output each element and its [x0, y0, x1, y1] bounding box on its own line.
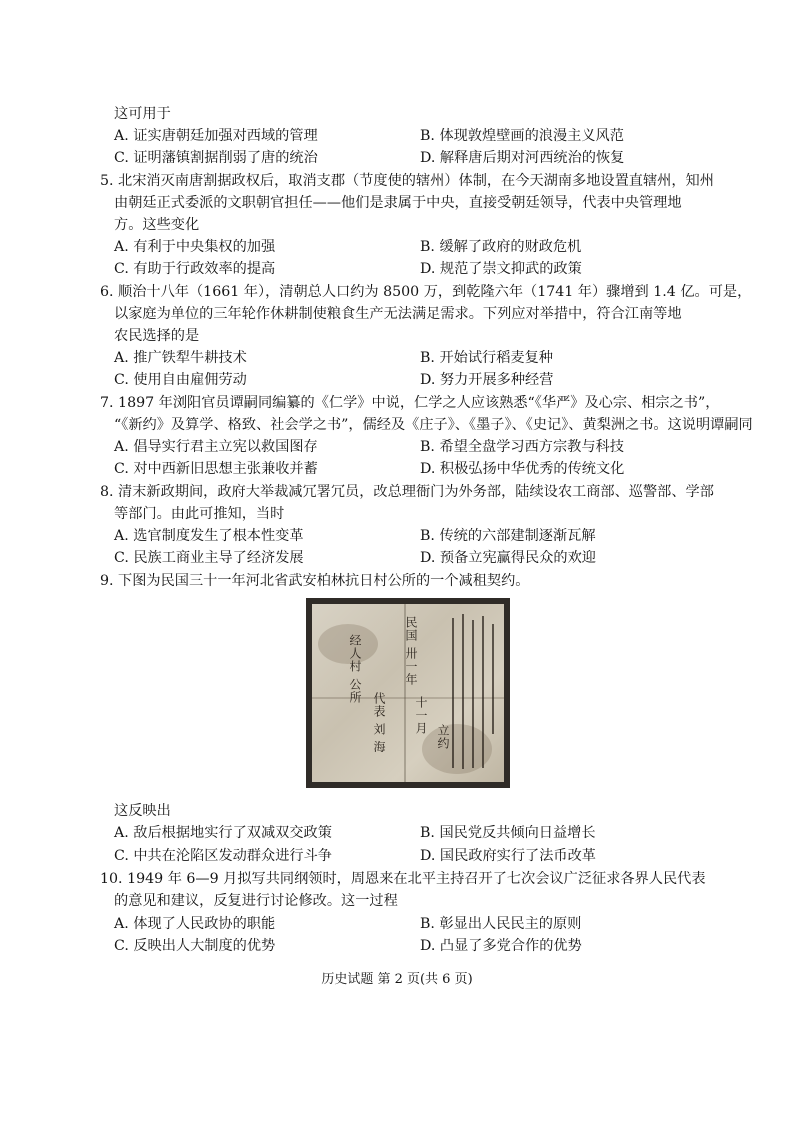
- q10-option-a: A. 体现了人民政协的职能: [114, 916, 276, 932]
- q6-option-c: C. 使用自由雇佣劳动: [114, 372, 247, 388]
- q6-stem-line-1: 6. 顺治十八年（1661 年），清朝总人口约为 8500 万，到乾隆六年（1741 年）骤增到 1.4 亿。可是，: [100, 284, 752, 300]
- paper-fold-horizontal: [312, 697, 504, 699]
- q4-option-a: A. 证实唐朝廷加强对西域的管理: [114, 128, 318, 144]
- q8-stem-line-2: 等部门。由此可推知，当时: [114, 506, 285, 522]
- q8-stem-line-1: 8. 清末新政期间，政府大举裁减冗署冗员，改总理衙门为外务部，陆续设农工商部、巡警部、学部: [100, 484, 714, 500]
- q7-option-b: B. 希望全盘学习西方宗教与科技: [420, 439, 624, 455]
- q7-option-d: D. 积极弘扬中华优秀的传统文化: [420, 461, 625, 477]
- contract-text-representative: 代表 刘 海: [372, 692, 386, 754]
- q5-option-a: A. 有利于中央集权的加强: [114, 239, 276, 255]
- q4-option-c: C. 证明藩镇割据削弱了唐的统治: [114, 150, 318, 166]
- q6-stem-line-3: 农民选择的是: [114, 328, 200, 344]
- q10-stem-line-2: 的意见和建议，反复进行讨论修改。这一过程: [114, 893, 398, 909]
- q9-option-d: D. 国民政府实行了法币改革: [420, 848, 596, 864]
- q8-option-c: C. 民族工商业主导了经济发展: [114, 550, 304, 566]
- q8-option-a: A. 选官制度发生了根本性变革: [114, 528, 304, 544]
- contract-text-sign: 立约: [436, 724, 450, 750]
- q6-stem-line-2: 以家庭为单位的三年轮作休耕制使粮食生产无法满足需求。下列应对举措中，符合江南等地: [114, 306, 682, 322]
- rent-reduction-contract-photo: [306, 598, 510, 788]
- q5-option-d: D. 规范了崇文抑武的政策: [420, 261, 582, 277]
- handwritten-column: [472, 620, 474, 768]
- q7-option-c: C. 对中西新旧思想主张兼收并蓄: [114, 461, 318, 477]
- q5-stem-line-3: 方。这些变化: [114, 217, 200, 233]
- contract-text-village-office: 经人村 公所: [348, 634, 362, 704]
- q9-option-c: C. 中共在沦陷区发动群众进行斗争: [114, 848, 332, 864]
- q5-option-c: C. 有助于行政效率的提高: [114, 261, 276, 277]
- page-footer: 历史试题 第 2 页(共 6 页): [321, 972, 473, 987]
- q5-stem-line-1: 5. 北宋消灭南唐割据政权后，取消支郡（节度使的辖州）体制，在今天湖南多地设置直辖州，知州: [100, 173, 714, 189]
- q10-option-c: C. 反映出人大制度的优势: [114, 938, 276, 954]
- q10-option-b: B. 彰显出人民民主的原则: [420, 916, 582, 932]
- q9-stem: 9. 下图为民国三十一年河北省武安柏林抗日村公所的一个减租契约。: [100, 573, 530, 589]
- q9-option-b: B. 国民党反共倾向日益增长: [420, 825, 596, 841]
- q6-option-d: D. 努力开展多种经营: [420, 372, 554, 388]
- q4-stem-end: 这可用于: [114, 106, 171, 122]
- handwritten-column: [492, 624, 494, 734]
- q4-option-b: B. 体现敦煌壁画的浪漫主义风范: [420, 128, 624, 144]
- q6-option-b: B. 开始试行稻麦复种: [420, 350, 553, 366]
- q7-option-a: A. 倡导实行君主立宪以救国图存: [114, 439, 318, 455]
- contract-paper: [312, 604, 504, 782]
- handwritten-column: [452, 618, 454, 768]
- q5-option-b: B. 缓解了政府的财政危机: [420, 239, 582, 255]
- q6-option-a: A. 推广铁犁牛耕技术: [114, 350, 247, 366]
- handwritten-column: [462, 614, 464, 769]
- contract-text-month: 十一月: [414, 696, 428, 735]
- q10-stem-line-1: 10. 1949 年 6—9 月拟写共同纲领时，周恩来在北平主持召开了七次会议广泛征求各界人民代表: [100, 871, 706, 887]
- q4-option-d: D. 解释唐后期对河西统治的恢复: [420, 150, 625, 166]
- q8-option-b: B. 传统的六部建制逐渐瓦解: [420, 528, 596, 544]
- q9-stem-end: 这反映出: [114, 803, 171, 819]
- handwritten-column: [482, 616, 484, 768]
- q5-stem-line-2: 由朝廷正式委派的文职朝官担任——他们是隶属于中央，直接受朝廷领导，代表中央管理地: [114, 195, 682, 211]
- q7-stem-line-2: “《新约》及算学、格致、社会学之书”，儒经及《庄子》、《墨子》、《史记》、黄梨洲之书。这说明谭嗣同: [114, 417, 753, 433]
- q8-option-d: D. 预备立宪赢得民众的欢迎: [420, 550, 596, 566]
- q10-option-d: D. 凸显了多党合作的优势: [420, 938, 582, 954]
- contract-text-date: 民国 卅一年: [404, 616, 418, 686]
- q7-stem-line-1: 7. 1897 年浏阳官员谭嗣同编纂的《仁学》中说，仁学之人应该熟悉“《华严》及心宗、相宗之书”，: [100, 395, 720, 411]
- q9-option-a: A. 敌后根据地实行了双减双交政策: [114, 825, 332, 841]
